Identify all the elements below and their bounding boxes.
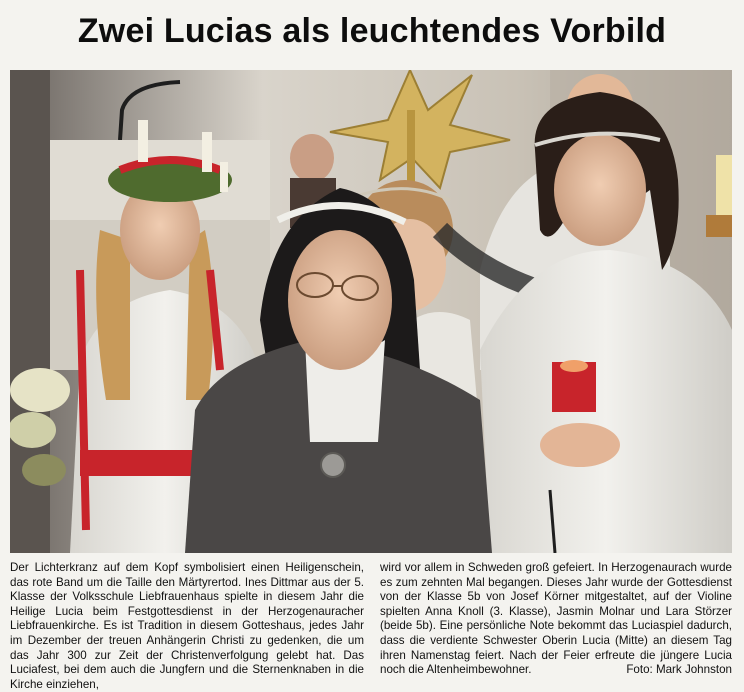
background-person-head	[290, 134, 334, 182]
church-candle	[716, 155, 732, 215]
red-sash	[80, 450, 200, 476]
candle	[220, 162, 228, 192]
candle	[138, 120, 148, 162]
cross-brooch-icon	[321, 453, 345, 477]
candle	[202, 132, 212, 172]
photo-credit: Foto: Mark Johnston	[626, 663, 732, 677]
caption-left: Der Lichterkranz auf dem Kopf symbolisiert einen Heiligenschein, das rote Band um die Taille den Märtyrertod. Ines Dittmar aus der 5. Klasse der Volksschule Liebfrauenhaus spielte in diesem Jahr die Heilige Lucia beim Festgottesdienst in der Herzogenauracher Liebfrauenkirche. Es ist Tradition in diesem Gotteshaus, jedes Jahr im Dezember der treuen Anhängerin Christi zu gedenken, die um das Jahr 300 zur Zeit der Christenverfolgung gelebt hat. Das Luciafest, bei dem auch die Jungfern und die Sternenknaben in die Kirche einziehen,	[10, 561, 364, 691]
nun-face	[288, 230, 392, 370]
photo-illustration	[10, 70, 732, 553]
caption-right	[380, 561, 732, 678]
headline: Zwei Lucias als leuchtendes Vorbild	[77, 12, 667, 50]
photo	[10, 70, 732, 553]
caption-right-text: wird vor allem in Schweden groß gefeiert. In Herzogenaurach wurde es zum zehnten Mal begangen. Dieses Jahr wurde der Gottesdienst von der Klasse 5b von Josef Körner mitgestaltet, auf der Violine spielten Anna Knoll (3. Klasse), Jasmin Molnar und Lara Störzer (beide 5b). Eine persönliche Note bekommt das Luciaspiel dadurch, dass die verdiente Schwester Oberin Lucia (Mitte) an diesem Tag ihren Namenstag feiert. Nach der Feier erfreute die jüngere Lucia noch die Altenheimbewohner.	[380, 561, 732, 677]
